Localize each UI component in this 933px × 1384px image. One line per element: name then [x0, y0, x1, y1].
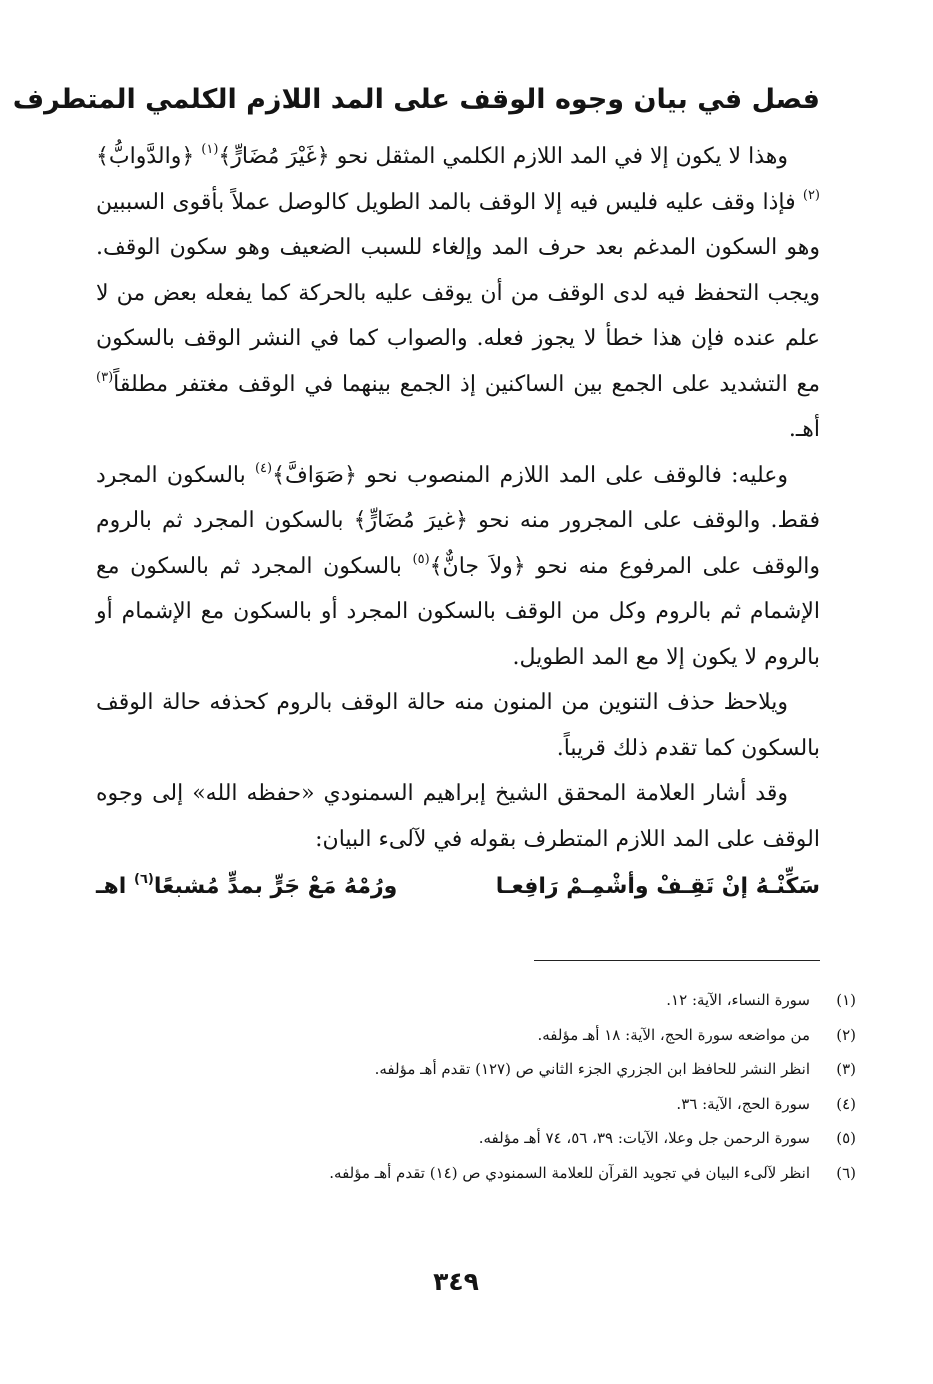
- page-number: ٣٤٩: [433, 1267, 479, 1296]
- footnote-text: انظر النشر للحافظ ابن الجزري الجزء الثاني ص (١٢٧) تقدم أهـ مؤلفه.: [374, 1060, 810, 1078]
- paragraph-4-text: وقد أشار العلامة المحقق الشيخ إبراهيم السمنودي «حفظه الله» إلى وجوه الوقف على المد اللازم المتطرف بقوله في لآلىء البيان:: [96, 781, 820, 852]
- footnote-number: (٣): [836, 1060, 856, 1078]
- footnote-separator: [534, 960, 820, 961]
- paragraph-1-text: وهذا لا يكون إلا في المد اللازم الكلمي المثقل نحو ﴿غَيْرَ مُضَارٍّ﴾: [218, 144, 788, 169]
- verse-second-hemistich-text: ورُمْهُ مَعْ جَرٍّ بمدٍّ مُشبعًا: [153, 874, 398, 899]
- paragraph-3: [96, 680, 820, 771]
- footnote-ref-2: (٢): [802, 187, 820, 203]
- footnote-item: [96, 983, 856, 1018]
- footnote-number: (٤): [836, 1094, 856, 1113]
- paragraph-2-text: بالسكون المجرد فقط. والوقف على المجرور منه نحو ﴿غيرَ مُضَارٍّ﴾ بالسكون المجرد ثم بالروم والوقف على المرفوع منه نحو ﴿ولاَ جانٌّ﴾: [96, 462, 821, 579]
- footnote-ref-4: (٤): [254, 460, 273, 476]
- footnote-number: (٢): [836, 1025, 856, 1044]
- verse-first-hemistich: سَكِّنْـهُ إنْ تَقِـفْ وأشْمِـمْ رَافِعـا: [495, 874, 820, 899]
- verse-second-hemistich: [96, 864, 397, 910]
- footnote-ref-5: (٥): [412, 551, 430, 567]
- paragraph-3-text: ويلاحظ حذف التنوين من المنون منه حالة الوقف بالروم كحذفه حالة الوقف بالسكون كما تقدم ذلك قريباً.: [96, 690, 820, 761]
- paragraph-1-text: ﴿والدَّوابُّ﴾: [96, 144, 202, 169]
- footnotes: [96, 983, 856, 1190]
- footnote-number: (٦): [836, 1163, 856, 1182]
- footnote-number: (٥): [836, 1129, 856, 1147]
- footnote-item: [96, 1018, 856, 1053]
- poem-verse: [96, 864, 820, 910]
- footnote-item: [96, 1156, 856, 1191]
- verse-ending: اهـ: [96, 874, 134, 899]
- footnote-ref-6: (٦): [133, 872, 154, 887]
- footnote-text: سورة الرحمن جل وعلا، الآيات: ٣٩، ٥٦، ٧٤ أهـ مؤلفه.: [478, 1129, 810, 1147]
- paragraph-1-text: أهـ.: [788, 417, 820, 442]
- footnote-number: (١): [836, 991, 856, 1009]
- paragraph-2-text: بالسكون المجرد ثم بالسكون مع الإشمام ثم بالروم وكل من الوقف بالسكون المجرد أو بالسكون مع الإشمام أو بالروم لا يكون إلا مع المد الطويل.: [96, 553, 820, 670]
- section-heading: فصل في بيان وجوه الوقف على المد اللازم الكلمي المتطرف: [12, 84, 820, 115]
- footnote-ref-3: (٣): [96, 369, 114, 385]
- footnote-text: انظر لآلىء البيان في تجويد القرآن للعلامة السمنودي ص (١٤) تقدم أهـ مؤلفه.: [329, 1163, 810, 1182]
- paragraph-4: [96, 771, 820, 862]
- footnote-ref-1: (١): [201, 142, 219, 157]
- footnote-item: [96, 1052, 856, 1087]
- paragraph-1-text: فإذا وقف عليه فليس فيه إلا الوقف بالمد الطويل كالوصل عملاً بأقوى السببين وهو السكون المدغم بعد حرف المد وإلغاء للسبب الضعيف وهو سكون الوقف. ويجب التحفظ فيه لدى الوقف من أن يوقف عليه بالحركة كما يفعله بعض من لا علم عنده فإن هذا خطأ لا يجوز فعله. والصواب كما في النشر الوقف بالسكون مع التشديد على الجمع بين الساكنين إذ الجمع بينهما في الوقف مغتفر مطلقاً: [96, 189, 820, 397]
- paragraph-2-text: وعليه: فالوقف على المد اللازم المنصوب نحو ﴿صَوَافَّ﴾: [272, 462, 788, 488]
- footnote-item: [96, 1121, 856, 1156]
- footnote-item: [96, 1087, 856, 1122]
- paragraph-1: [96, 134, 820, 453]
- footnote-text: سورة النساء، الآية: ١٢.: [666, 991, 810, 1009]
- main-text: [96, 134, 820, 910]
- footnote-text: من مواضعه سورة الحج، الآية: ١٨ أهـ مؤلفه.: [537, 1025, 810, 1044]
- footnote-text: سورة الحج، الآية: ٣٦.: [676, 1094, 810, 1113]
- paragraph-2: [96, 453, 820, 681]
